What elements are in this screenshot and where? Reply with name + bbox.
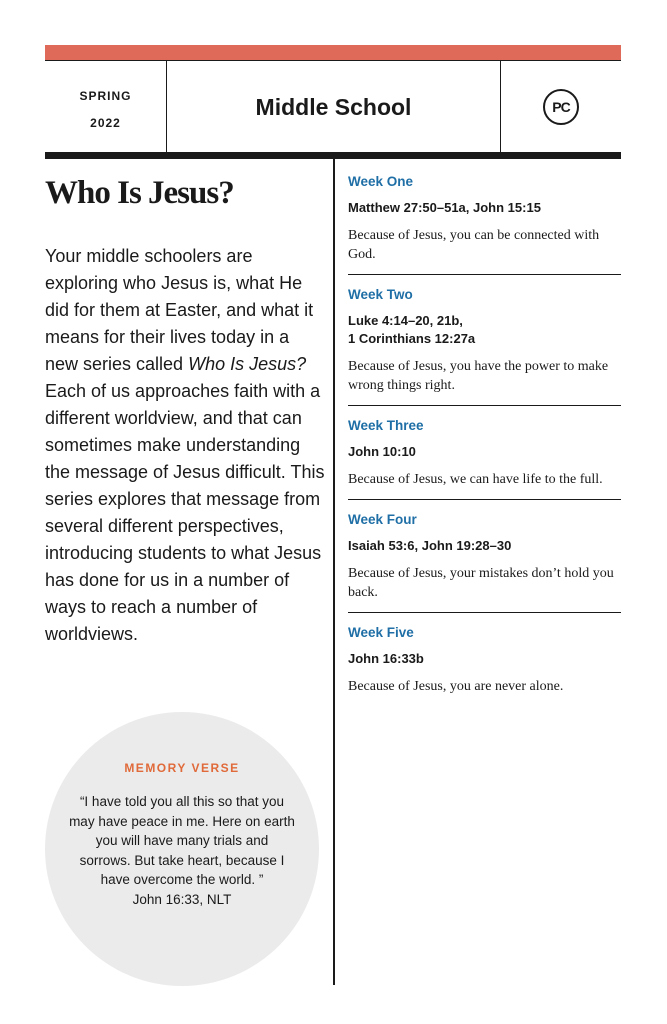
- week-label: Week Three: [348, 418, 424, 433]
- header: [45, 60, 621, 152]
- week-reference: Luke 4:14–20, 21b, 1 Corinthians 12:27a: [348, 313, 476, 346]
- week-label: Week Four: [348, 512, 417, 527]
- memory-verse-body: [69, 792, 295, 909]
- season-year: 2022: [90, 116, 121, 130]
- week-item: [348, 275, 621, 406]
- memory-verse-text: “I have told you all this so that you may have peace in me. Here on earth you will have many trials and sorrows. But take heart, because I have overcome the world. ”: [69, 794, 295, 887]
- week-item: [348, 613, 621, 706]
- week-reference: Matthew 27:50–51a, John 15:15: [348, 200, 541, 215]
- week-summary: Because of Jesus, your mistakes don’t hold you back.: [348, 566, 614, 600]
- week-reference: John 10:10: [348, 444, 416, 459]
- logo-icon: [543, 89, 579, 125]
- logo-text: PC: [552, 99, 570, 115]
- intro-paragraph: [45, 243, 325, 648]
- season-box: [45, 61, 167, 153]
- intro-text-start: Your middle schoolers are exploring who Jesus is, what He did for them at Easter, and what it means for their lives today in a new series called: [45, 246, 314, 374]
- week-summary: Because of Jesus, you have the power to make wrong things right.: [348, 359, 609, 393]
- logo-box: [501, 61, 621, 153]
- week-label: Week One: [348, 174, 414, 189]
- top-accent-bar: [45, 45, 621, 60]
- week-item: [348, 500, 621, 613]
- week-summary: Because of Jesus, you can be connected with God.: [348, 228, 600, 262]
- header-rule: [45, 152, 621, 159]
- week-label: Week Two: [348, 287, 413, 302]
- week-reference: John 16:33b: [348, 651, 424, 666]
- memory-verse-circle: [45, 712, 319, 986]
- weeks-list: [348, 162, 621, 706]
- week-reference: Isaiah 53:6, John 19:28–30: [348, 538, 512, 553]
- week-summary: Because of Jesus, you are never alone.: [348, 679, 564, 694]
- title-box: [167, 61, 501, 153]
- series-heading: Who Is Jesus?: [45, 175, 234, 211]
- page-title: Middle School: [255, 93, 412, 120]
- week-item: [348, 406, 621, 500]
- week-item: [348, 162, 621, 275]
- intro-text-end: Each of us approaches faith with a different worldview, and that can sometimes make understanding the message of Jesus difficult. This series explores that message from several different perspectives, introducing students to what Jesus has done for us in a number of ways to reach a number of worldviews.: [45, 381, 325, 644]
- memory-verse-reference: John 16:33, NLT: [132, 891, 232, 907]
- week-label: Week Five: [348, 625, 414, 640]
- season-label: SPRING: [79, 89, 132, 103]
- memory-verse-label: MEMORY VERSE: [124, 761, 240, 775]
- intro-series-name: Who Is Jesus?: [188, 354, 307, 374]
- column-divider: [333, 159, 335, 985]
- week-summary: Because of Jesus, we can have life to the full.: [348, 472, 603, 487]
